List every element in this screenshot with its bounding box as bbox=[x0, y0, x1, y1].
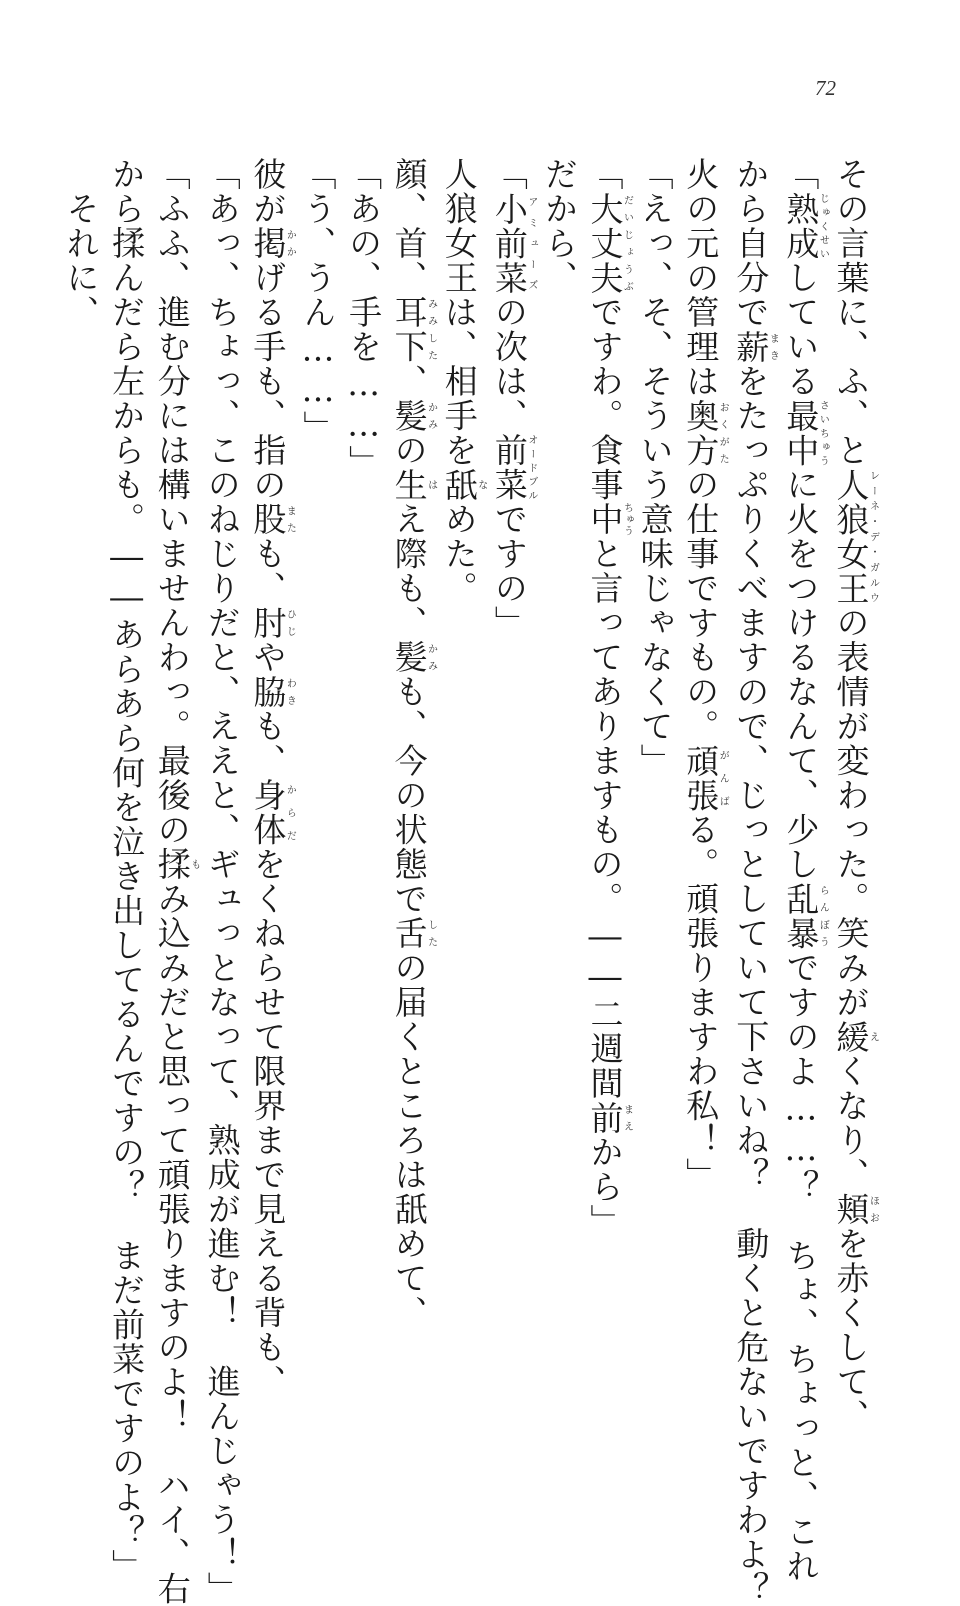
ruby-base: 熟成 bbox=[781, 192, 820, 261]
text-segment: と言ってありますもの。――二週間 bbox=[586, 537, 625, 1101]
ruby-word bbox=[681, 399, 720, 468]
text-segment: の表情が変わった。笑みが bbox=[832, 606, 871, 1020]
text-line bbox=[778, 157, 828, 1327]
ruby-base: 人狼女王 bbox=[832, 468, 871, 606]
ruby-word bbox=[586, 192, 625, 296]
ruby-word bbox=[832, 468, 871, 606]
text-segment: その言葉に、ふ、と bbox=[832, 157, 871, 468]
text-segment: をたっぷりくべますので、じっとしていて下さいね？ 動くと危ないですわよ？ bbox=[731, 364, 770, 1606]
ruby-base: 薪 bbox=[731, 330, 770, 365]
text-segment: 「う、うん……」 bbox=[298, 157, 337, 445]
ruby-base: 頬 bbox=[832, 1192, 871, 1227]
text-segment: も、 bbox=[248, 537, 287, 606]
ruby-word bbox=[390, 399, 429, 434]
ruby-reading: おくがた bbox=[717, 399, 728, 468]
text-segment: げる手も、指の bbox=[248, 261, 287, 503]
text-segment: している bbox=[781, 261, 820, 399]
text-segment: や bbox=[248, 640, 287, 675]
text-segment: の bbox=[390, 433, 429, 468]
ruby-reading: みみした bbox=[426, 295, 437, 364]
ruby-reading: かみ bbox=[426, 640, 437, 675]
ruby-word bbox=[248, 226, 287, 261]
text-line bbox=[386, 157, 436, 1327]
ruby-reading: ほお bbox=[868, 1192, 879, 1227]
ruby-reading: また bbox=[284, 502, 295, 537]
text-segment: も、今の状態で bbox=[390, 675, 429, 917]
ruby-base: 髪 bbox=[390, 399, 429, 434]
text-segment: から」 bbox=[586, 1135, 625, 1239]
ruby-reading: わき bbox=[284, 675, 295, 710]
ruby-word bbox=[681, 744, 720, 813]
text-segment: 火の元の管理は bbox=[681, 157, 720, 399]
ruby-reading: は bbox=[426, 468, 437, 503]
text-segment: それに、 bbox=[62, 157, 101, 330]
text-segment: 「ふふ、進む分には構いませんわっ。最後の bbox=[153, 157, 192, 847]
ruby-reading: さいちゅう bbox=[817, 399, 828, 468]
text-segment: え際も、 bbox=[390, 502, 429, 640]
ruby-base: 大丈夫 bbox=[586, 192, 625, 296]
ruby-word bbox=[248, 502, 287, 537]
text-line bbox=[678, 157, 728, 1327]
ruby-reading: じゅくせい bbox=[817, 192, 828, 261]
text-segment: 「 bbox=[586, 157, 625, 192]
text-segment: をくねらせて限界まで見える背も、 bbox=[248, 847, 287, 1399]
ruby-base: 中 bbox=[586, 502, 625, 537]
ruby-base: 身体 bbox=[248, 778, 287, 847]
text-segment: 「 bbox=[781, 157, 820, 192]
ruby-base: 脇 bbox=[248, 675, 287, 710]
ruby-reading: オードブル bbox=[526, 433, 537, 502]
text-line bbox=[728, 157, 778, 1327]
ruby-word bbox=[781, 192, 820, 261]
ruby-word bbox=[490, 192, 529, 296]
ruby-word bbox=[440, 468, 479, 503]
ruby-base: 乱暴 bbox=[781, 882, 820, 951]
ruby-base: 耳下 bbox=[390, 295, 429, 364]
ruby-base: 頑張 bbox=[681, 744, 720, 813]
ruby-word bbox=[832, 1192, 871, 1227]
text-segment: の届くところは舐めて、 bbox=[390, 951, 429, 1331]
ruby-word bbox=[586, 502, 625, 537]
text-segment: の仕事ですもの。 bbox=[681, 468, 720, 744]
vertical-text-block bbox=[68, 157, 878, 1327]
text-segment: から揉んだら左からも。――あらあら何を泣き出してるんですの？ まだ前菜ですのよ？」 bbox=[107, 157, 146, 1584]
text-segment: だから、 bbox=[540, 157, 579, 295]
text-segment: ですのよ……？ ちょ、ちょっと、これ bbox=[781, 951, 820, 1584]
text-segment: 「あの、手を……」 bbox=[344, 157, 383, 480]
ruby-word bbox=[390, 916, 429, 951]
ruby-reading: した bbox=[426, 916, 437, 951]
ruby-word bbox=[490, 433, 529, 502]
ruby-word bbox=[390, 640, 429, 675]
text-segment: 顔、首、 bbox=[390, 157, 429, 295]
text-segment: を赤くして、 bbox=[832, 1227, 871, 1434]
ruby-word bbox=[781, 882, 820, 951]
ruby-reading: がんば bbox=[717, 744, 728, 813]
text-line bbox=[436, 157, 486, 1327]
text-segment: 人狼女王は、相手を bbox=[440, 157, 479, 468]
text-line bbox=[199, 157, 245, 1327]
text-line bbox=[632, 157, 678, 1327]
text-segment: から自分で bbox=[731, 157, 770, 330]
ruby-base: 生 bbox=[390, 468, 429, 503]
text-segment: み込みだと思って頑張りますのよ！ ハイ、右 bbox=[153, 882, 192, 1606]
ruby-word bbox=[153, 847, 192, 882]
text-line bbox=[104, 157, 150, 1327]
text-segment: 、 bbox=[390, 364, 429, 399]
ruby-reading: アミューズ bbox=[526, 192, 537, 296]
ruby-reading: ちゅう bbox=[622, 502, 633, 537]
text-segment: も、 bbox=[248, 709, 287, 778]
ruby-reading: かか bbox=[284, 226, 295, 261]
text-segment: めた。 bbox=[440, 502, 479, 606]
ruby-reading: かみ bbox=[426, 399, 437, 434]
text-segment: 「 bbox=[490, 157, 529, 192]
text-segment: くなり、 bbox=[832, 1054, 871, 1192]
ruby-reading: まえ bbox=[622, 1101, 633, 1136]
ruby-reading: な bbox=[476, 468, 487, 503]
ruby-word bbox=[390, 295, 429, 364]
text-line bbox=[828, 157, 878, 1327]
ruby-word bbox=[248, 778, 287, 847]
ruby-reading: らんぼう bbox=[817, 882, 828, 951]
ruby-reading: え bbox=[868, 1020, 879, 1055]
text-line bbox=[486, 157, 536, 1327]
text-line bbox=[340, 157, 386, 1327]
ruby-base: 掲 bbox=[248, 226, 287, 261]
ruby-base: 揉 bbox=[153, 847, 192, 882]
text-line bbox=[149, 157, 199, 1327]
ruby-word bbox=[248, 675, 287, 710]
ruby-reading: だいじょうぶ bbox=[622, 192, 633, 296]
text-segment: 「あっ、ちょっ、このねじりだと、ええと、ギュっとなって、熟成が進む！ 進んじゃう！」 bbox=[203, 157, 242, 1606]
text-line bbox=[58, 157, 104, 1327]
ruby-base: 緩 bbox=[832, 1020, 871, 1055]
ruby-reading: レーネ・デ・ガルウ bbox=[868, 468, 879, 606]
ruby-base: 前菜 bbox=[490, 433, 529, 502]
text-line bbox=[295, 157, 341, 1327]
text-segment: に火をつけるなんて、少し bbox=[781, 468, 820, 882]
text-segment: の次は、 bbox=[490, 295, 529, 433]
ruby-base: 最中 bbox=[781, 399, 820, 468]
ruby-base: 前 bbox=[586, 1101, 625, 1136]
ruby-word bbox=[781, 399, 820, 468]
ruby-word bbox=[390, 468, 429, 503]
ruby-base: 舐 bbox=[440, 468, 479, 503]
text-line bbox=[245, 157, 295, 1327]
text-segment: ですの」 bbox=[490, 502, 529, 640]
text-segment: 彼が bbox=[248, 157, 287, 226]
ruby-base: 小前菜 bbox=[490, 192, 529, 296]
ruby-reading: も bbox=[189, 847, 200, 882]
text-segment: る。頑張りますわ私！」 bbox=[681, 813, 720, 1193]
text-line bbox=[536, 157, 582, 1327]
ruby-word bbox=[832, 1020, 871, 1055]
page-number: 72 bbox=[815, 76, 836, 101]
text-segment: 「えっ、そ、そういう意味じゃなくて」 bbox=[636, 157, 675, 778]
ruby-reading: ひじ bbox=[284, 606, 295, 641]
ruby-base: 肘 bbox=[248, 606, 287, 641]
ruby-base: 髪 bbox=[390, 640, 429, 675]
ruby-word bbox=[731, 330, 770, 365]
ruby-reading: まき bbox=[767, 330, 778, 365]
ruby-reading: からだ bbox=[284, 778, 295, 847]
text-line bbox=[582, 157, 632, 1327]
ruby-base: 舌 bbox=[390, 916, 429, 951]
ruby-base: 奥方 bbox=[681, 399, 720, 468]
ruby-base: 股 bbox=[248, 502, 287, 537]
text-segment: ですわ。食事 bbox=[586, 295, 625, 502]
ruby-word bbox=[248, 606, 287, 641]
ruby-word bbox=[586, 1101, 625, 1136]
